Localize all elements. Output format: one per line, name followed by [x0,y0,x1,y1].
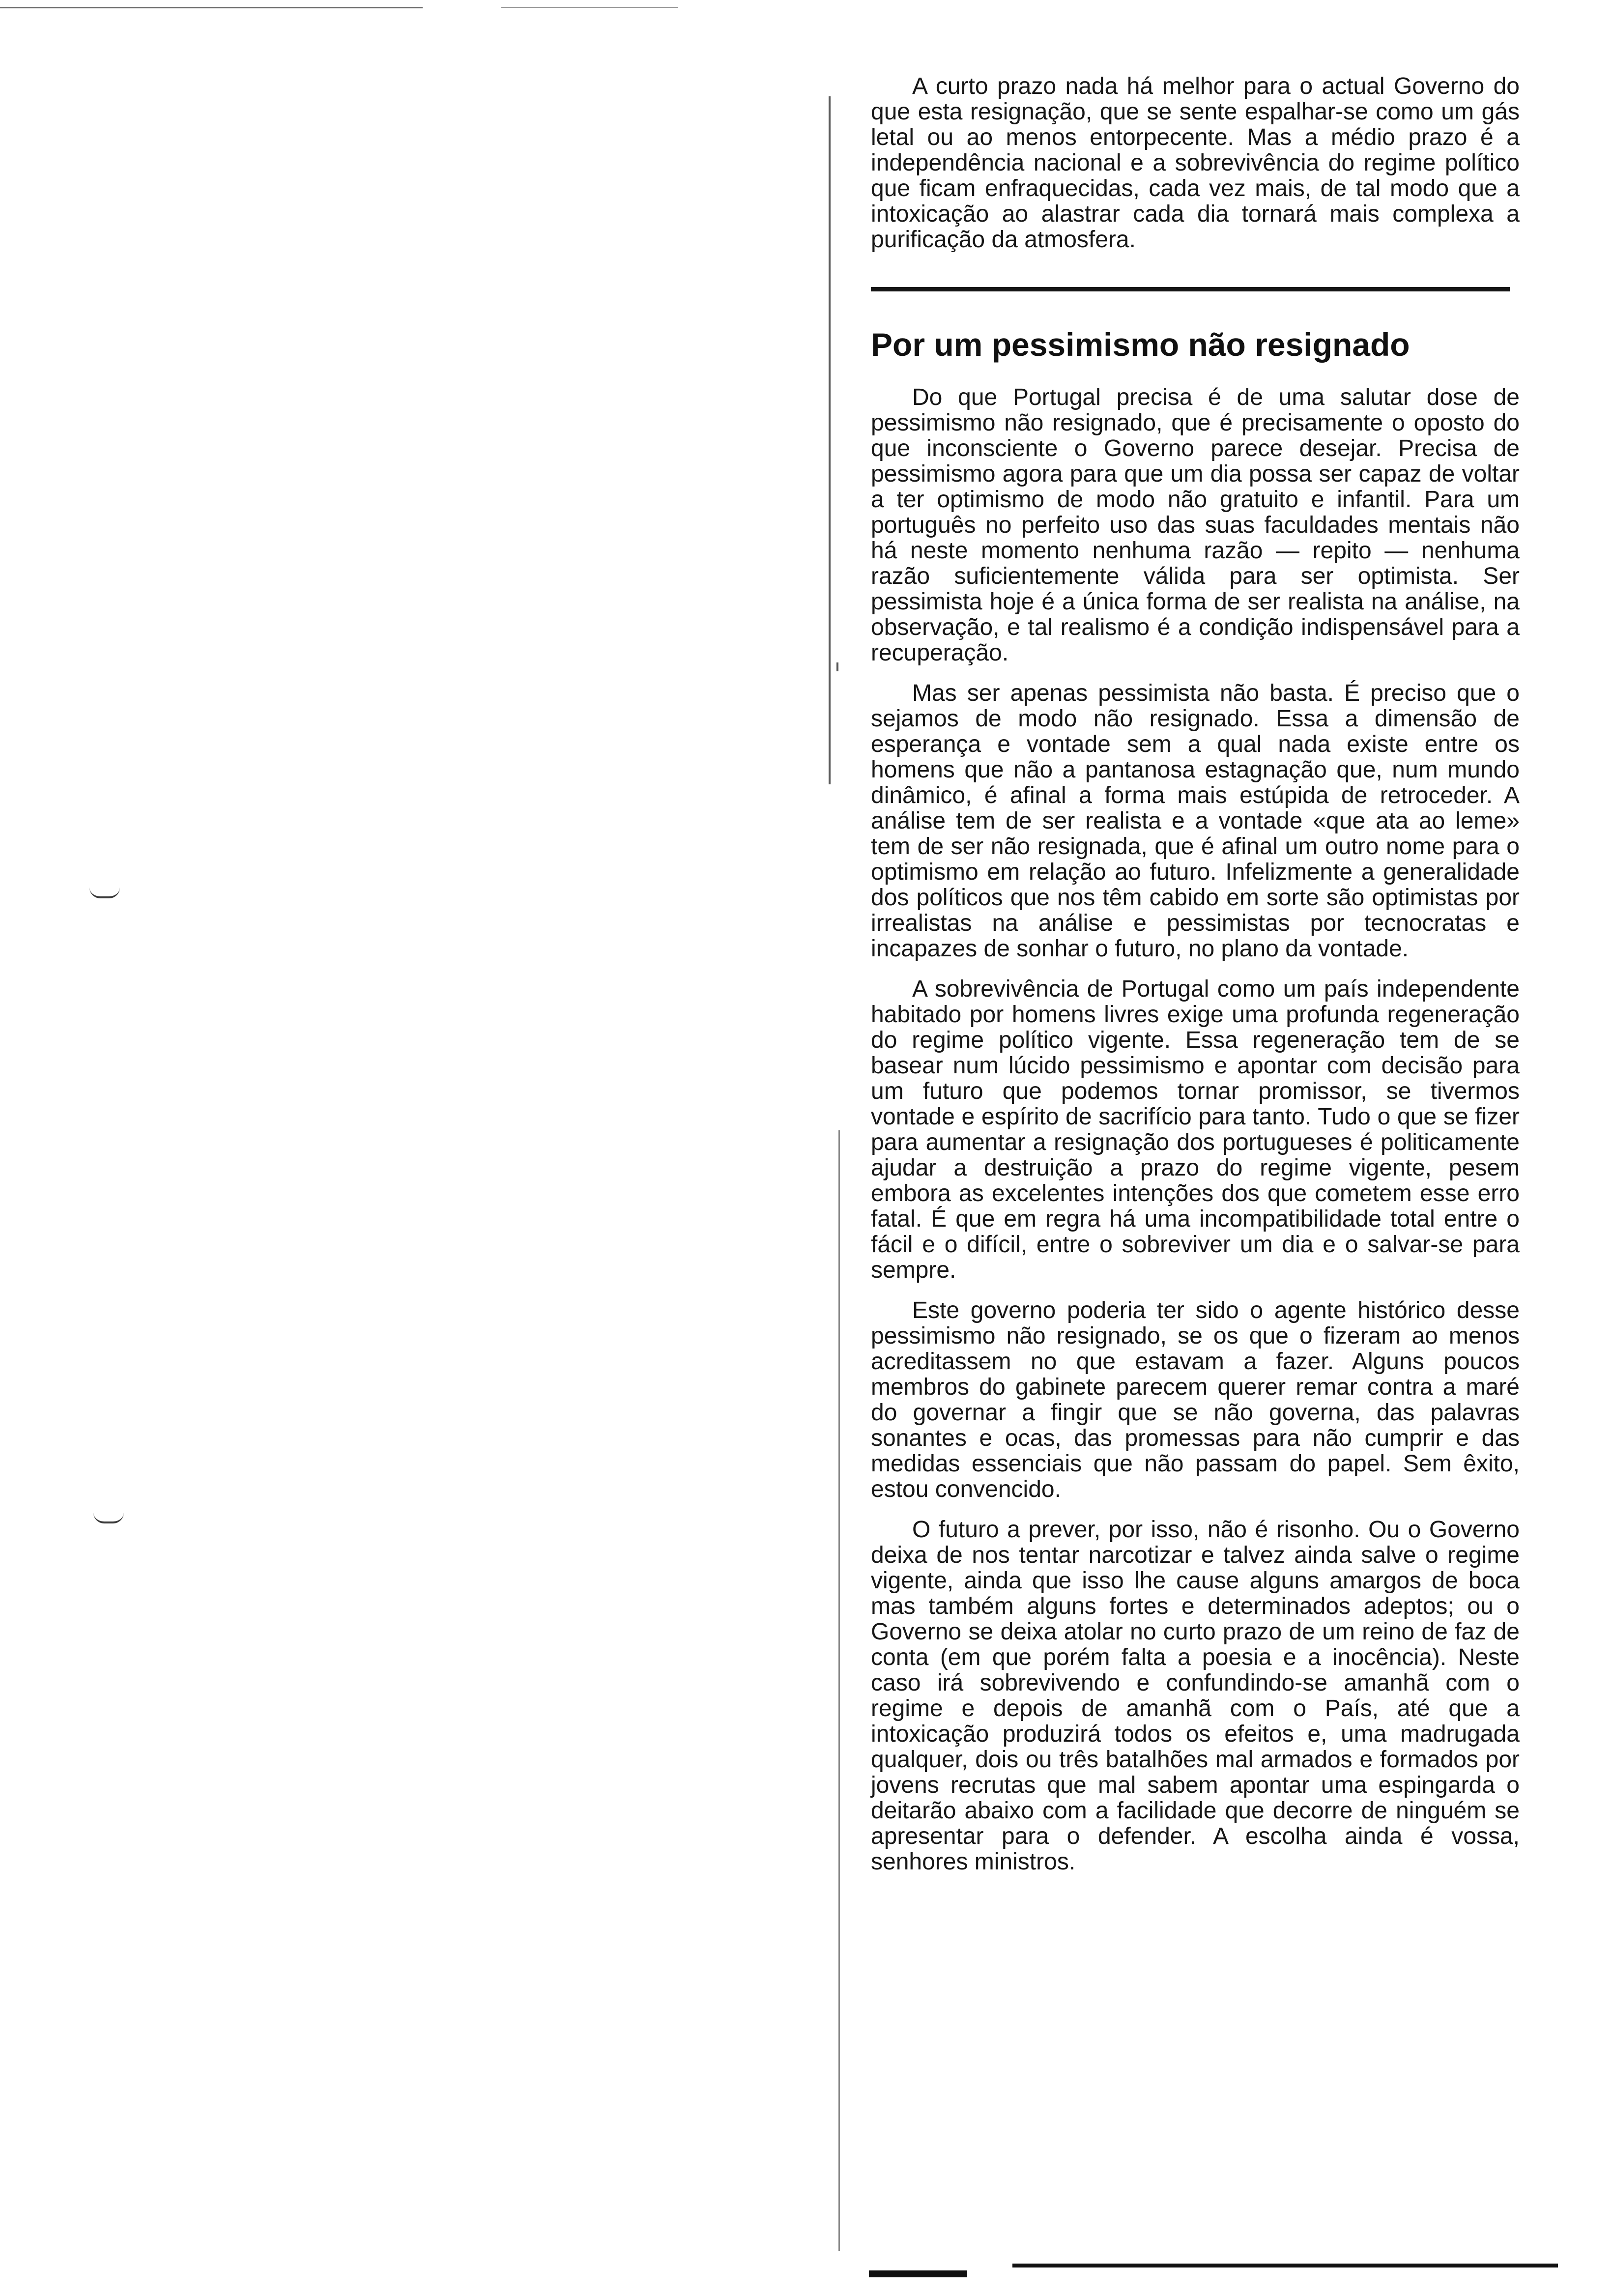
article-paragraph: O futuro a prever, por isso, não é risonho. Ou o Governo deixa de nos tentar narcotizar e talvez ainda salve o regime vigente, ainda que isso lhe cause alguns amargos de boca mas também alguns fortes e determinados adeptos; ou o Governo se deixa atolar no curto prazo de um reino de faz de conta (em que porém falta a poesia e a inocência). Neste caso irá sobrevivendo e confundindo-se amanhã com o regime e depois de amanhã com o País, até que a intoxicação produzirá todos os efeitos e, uma madrugada qualquer, dois ou três batalhões mal armados e formados por jovens recrutas que mal sabem apontar uma espingarda o deitarão abaixo com a facilidade que decorre de ninguém se apresentar para o defender. A escolha ainda é vossa, senhores ministros. [871,1517,1520,1875]
margin-hole-punch-mark [93,1513,124,1523]
bottom-rule-right [1012,2264,1558,2267]
scan-top-rule-left [0,7,423,8]
article-paragraph: Este governo poderia ter sido o agente histórico desse pessimismo não resignado, se os que o fizeram ao menos acreditassem no que estavam a fazer. Alguns poucos membros do gabinete parecem querer remar contra a maré do governar a fingir que se não governa, das palavras sonantes e ocas, das promessas para não cumprir e das medidas essenciais que não passam do papel. Sem êxito, estou convencido. [871,1297,1520,1502]
article-paragraph: Do que Portugal precisa é de uma salutar dose de pessimismo não resignado, que é precisamente o oposto do que inconsciente o Governo parece desejar. Precisa de pessimismo agora para que um dia possa ser capaz de voltar a ter optimismo de modo não gratuito e infantil. Para um português no perfeito uso das suas faculdades mentais não há neste momento nenhuma razão — repito — nenhuma razão suficientemente válida para ser optimista. Ser pessimista hoje é a única forma de ser realista na análise, na observação, e tal realismo é a condição indispensável para a recuperação. [871,384,1520,666]
column-margin-bar-bottom [838,1130,840,2251]
scan-top-rule-right [501,7,678,8]
article-paragraph: Mas ser apenas pessimista não basta. É preciso que o sejamos de modo não resignado. Essa a dimensão de esperança e vontade sem a qual nada existe entre os homens que não a pantanosa estagnação que, num mundo dinâmico, é afinal a forma mais estúpida de retroceder. A análise tem de ser realista e a vontade «que ata ao leme» tem de ser não resignada, que é afinal um outro nome para o optimismo em relação ao futuro. Infelizmente a generalidade dos políticos que nos têm cabido em sorte são optimistas por irrealistas na análise e pessimistas por tecnocratas e incapazes de sonhar o futuro, no plano da vontade. [871,680,1520,962]
bottom-rule-left [869,2270,967,2277]
text-column [871,74,1520,1890]
article-title: Por um pessimismo não resignado [871,326,1410,363]
column-margin-bar-top [829,96,831,784]
intro-paragraph: A curto prazo nada há melhor para o actual Governo do que esta resignação, que se sente espalhar-se como um gás letal ou ao menos entorpecente. Mas a médio prazo é a independência nacional e a sobrevivência do regime político que ficam enfraquecidas, cada vez mais, de tal modo que a intoxicação ao alastrar cada dia tornará mais complexa a purificação da atmosfera. [871,73,1520,253]
article-paragraph: A sobrevivência de Portugal como um país independente habitado por homens livres exige uma profunda regeneração do regime político vigente. Essa regeneração tem de se basear num lúcido pessimismo e apontar com decisão para um futuro que podemos tornar promissor, se tivermos vontade e espírito de sacrifício para tanto. Tudo o que se fizer para aumentar a resignação dos portugueses é politicamente ajudar a destruição a prazo do regime vigente, pesem embora as excelentes intenções dos que cometem esse erro fatal. É que em regra há uma incompatibilidade total entre o fácil e o difícil, entre o sobreviver um dia e o salvar-se para sempre. [871,976,1520,1283]
scan-speck [836,662,838,671]
section-divider [871,287,1510,291]
margin-hole-punch-mark [89,888,120,898]
